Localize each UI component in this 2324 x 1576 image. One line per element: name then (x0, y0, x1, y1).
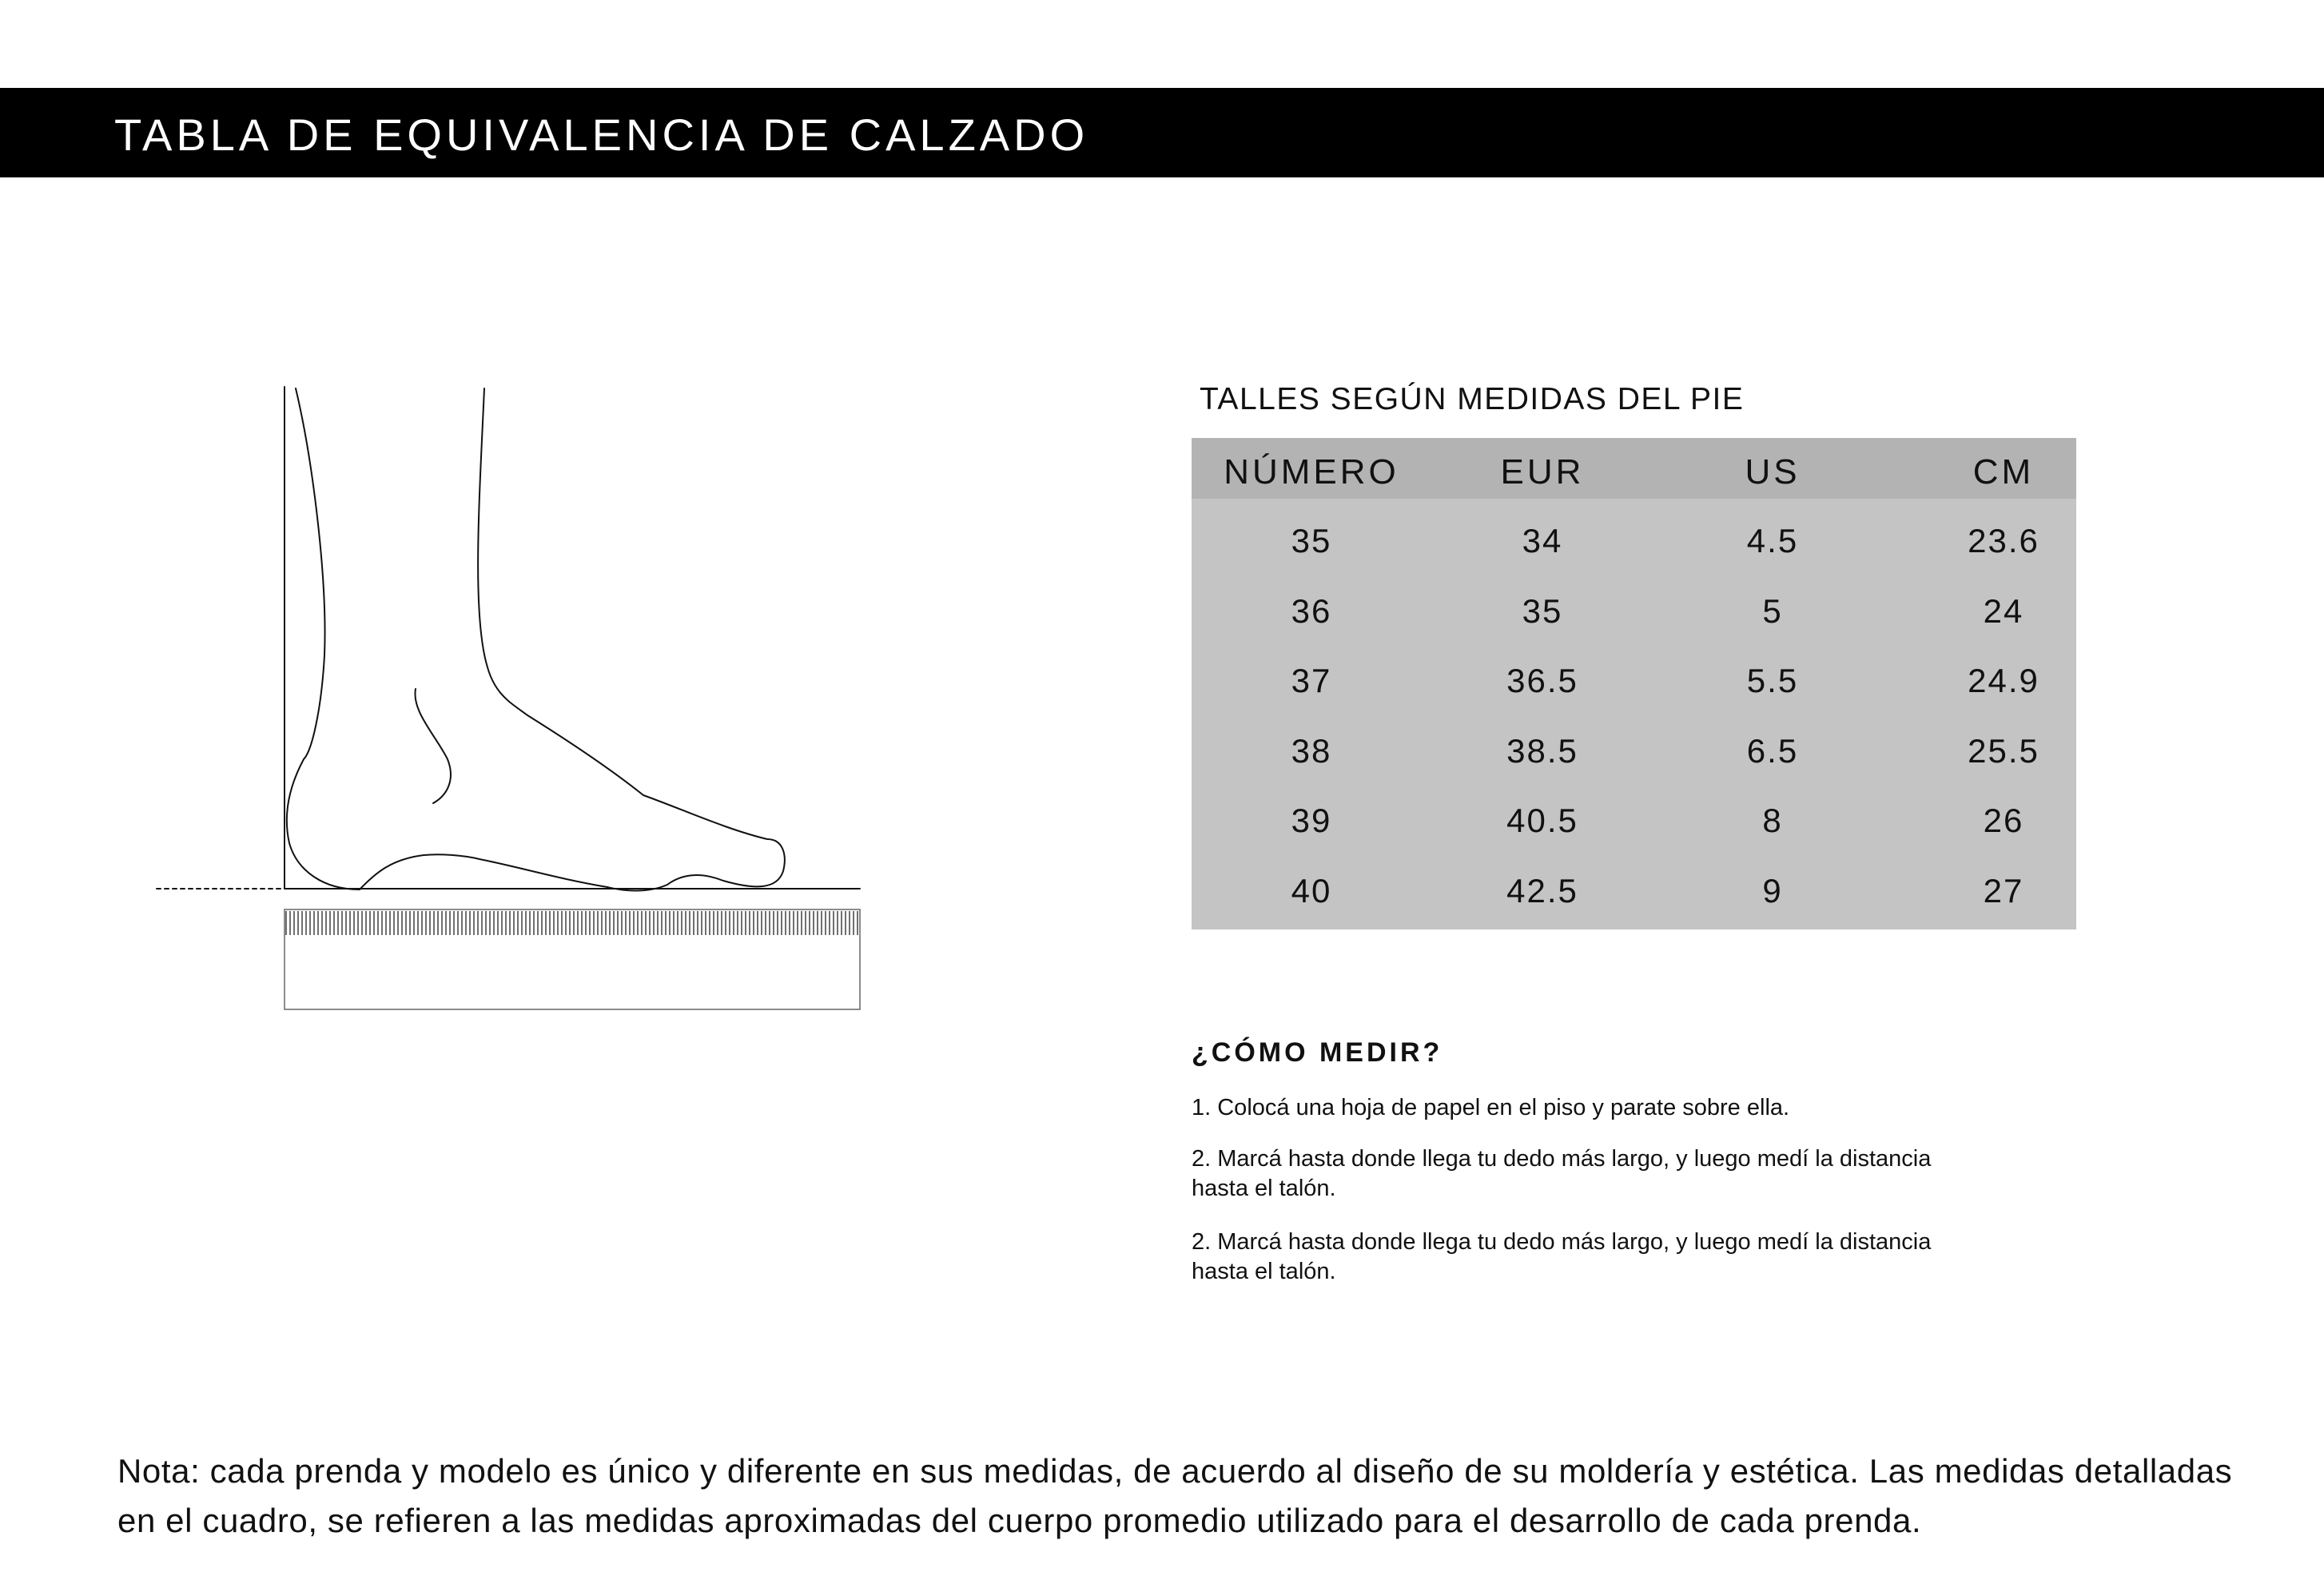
table-cell: 8 (1762, 802, 1783, 839)
size-table-title: TALLES SEGÚN MEDIDAS DEL PIE (1200, 382, 1745, 416)
how-to-title: ¿CÓMO MEDIR? (1192, 1037, 1443, 1068)
table-cell: 24.9 (1968, 662, 2039, 699)
arch-detail-line (415, 689, 451, 803)
foot-measure-diagram (144, 376, 879, 1015)
table-cell: 38 (1291, 731, 1332, 770)
column-header: NÚMERO (1224, 452, 1399, 492)
table-cell: 35 (1291, 522, 1332, 559)
table-cell: 5 (1762, 591, 1783, 630)
table-cell: 36 (1291, 591, 1332, 630)
how-to-step: 1. Colocá una hoja de papel en el piso y parate sobre ella. (1192, 1095, 1790, 1120)
foot-front-outline (360, 388, 785, 891)
table-cell: 26 (1983, 802, 2024, 839)
table-cell: 27 (1983, 871, 2024, 909)
how-to-step: 2. Marcá hasta donde llega tu dedo más largo, y luego medí la distancia hasta el talón. (1192, 1229, 1932, 1284)
column-header: CM (1972, 452, 2035, 492)
footer-note: Nota: cada prenda y modelo es único y diferente en sus medidas, de acuerdo al diseño de su moldería y estética. Las medidas detalladas en el cuadro, se refieren a las medidas aproximadas del cuerpo promedio utilizado para el desarrollo de cada prenda. (117, 1452, 2233, 1539)
table-cell: 24 (1983, 591, 2024, 630)
page-title: TABLA DE EQUIVALENCIA DE CALZADO (114, 109, 1089, 160)
header-bar (0, 88, 2324, 177)
table-cell: 39 (1291, 802, 1332, 839)
how-to-step: 2. Marcá hasta donde llega tu dedo más largo, y luego medí la distancia hasta el talón. (1192, 1146, 1932, 1201)
table-cell: 34 (1522, 522, 1563, 559)
table-cell: 5.5 (1746, 662, 1799, 699)
table-cell: 6.5 (1746, 731, 1799, 770)
table-cell: 36.5 (1506, 662, 1578, 699)
table-cell: 40 (1291, 871, 1332, 909)
table-cell: 23.6 (1968, 522, 2039, 559)
table-cell: 42.5 (1506, 871, 1578, 909)
column-header: EUR (1500, 452, 1585, 492)
table-cell: 38.5 (1506, 731, 1578, 770)
table-cell: 25.5 (1968, 731, 2039, 770)
table-cell: 37 (1291, 662, 1332, 699)
ruler-ticks (286, 911, 858, 935)
foot-back-outline (287, 388, 360, 889)
table-cell: 40.5 (1506, 802, 1578, 839)
table-cell: 4.5 (1746, 522, 1799, 559)
size-table (1192, 438, 2076, 929)
table-cell: 9 (1762, 871, 1783, 909)
column-header: US (1745, 452, 1801, 492)
table-cell: 35 (1522, 591, 1563, 630)
